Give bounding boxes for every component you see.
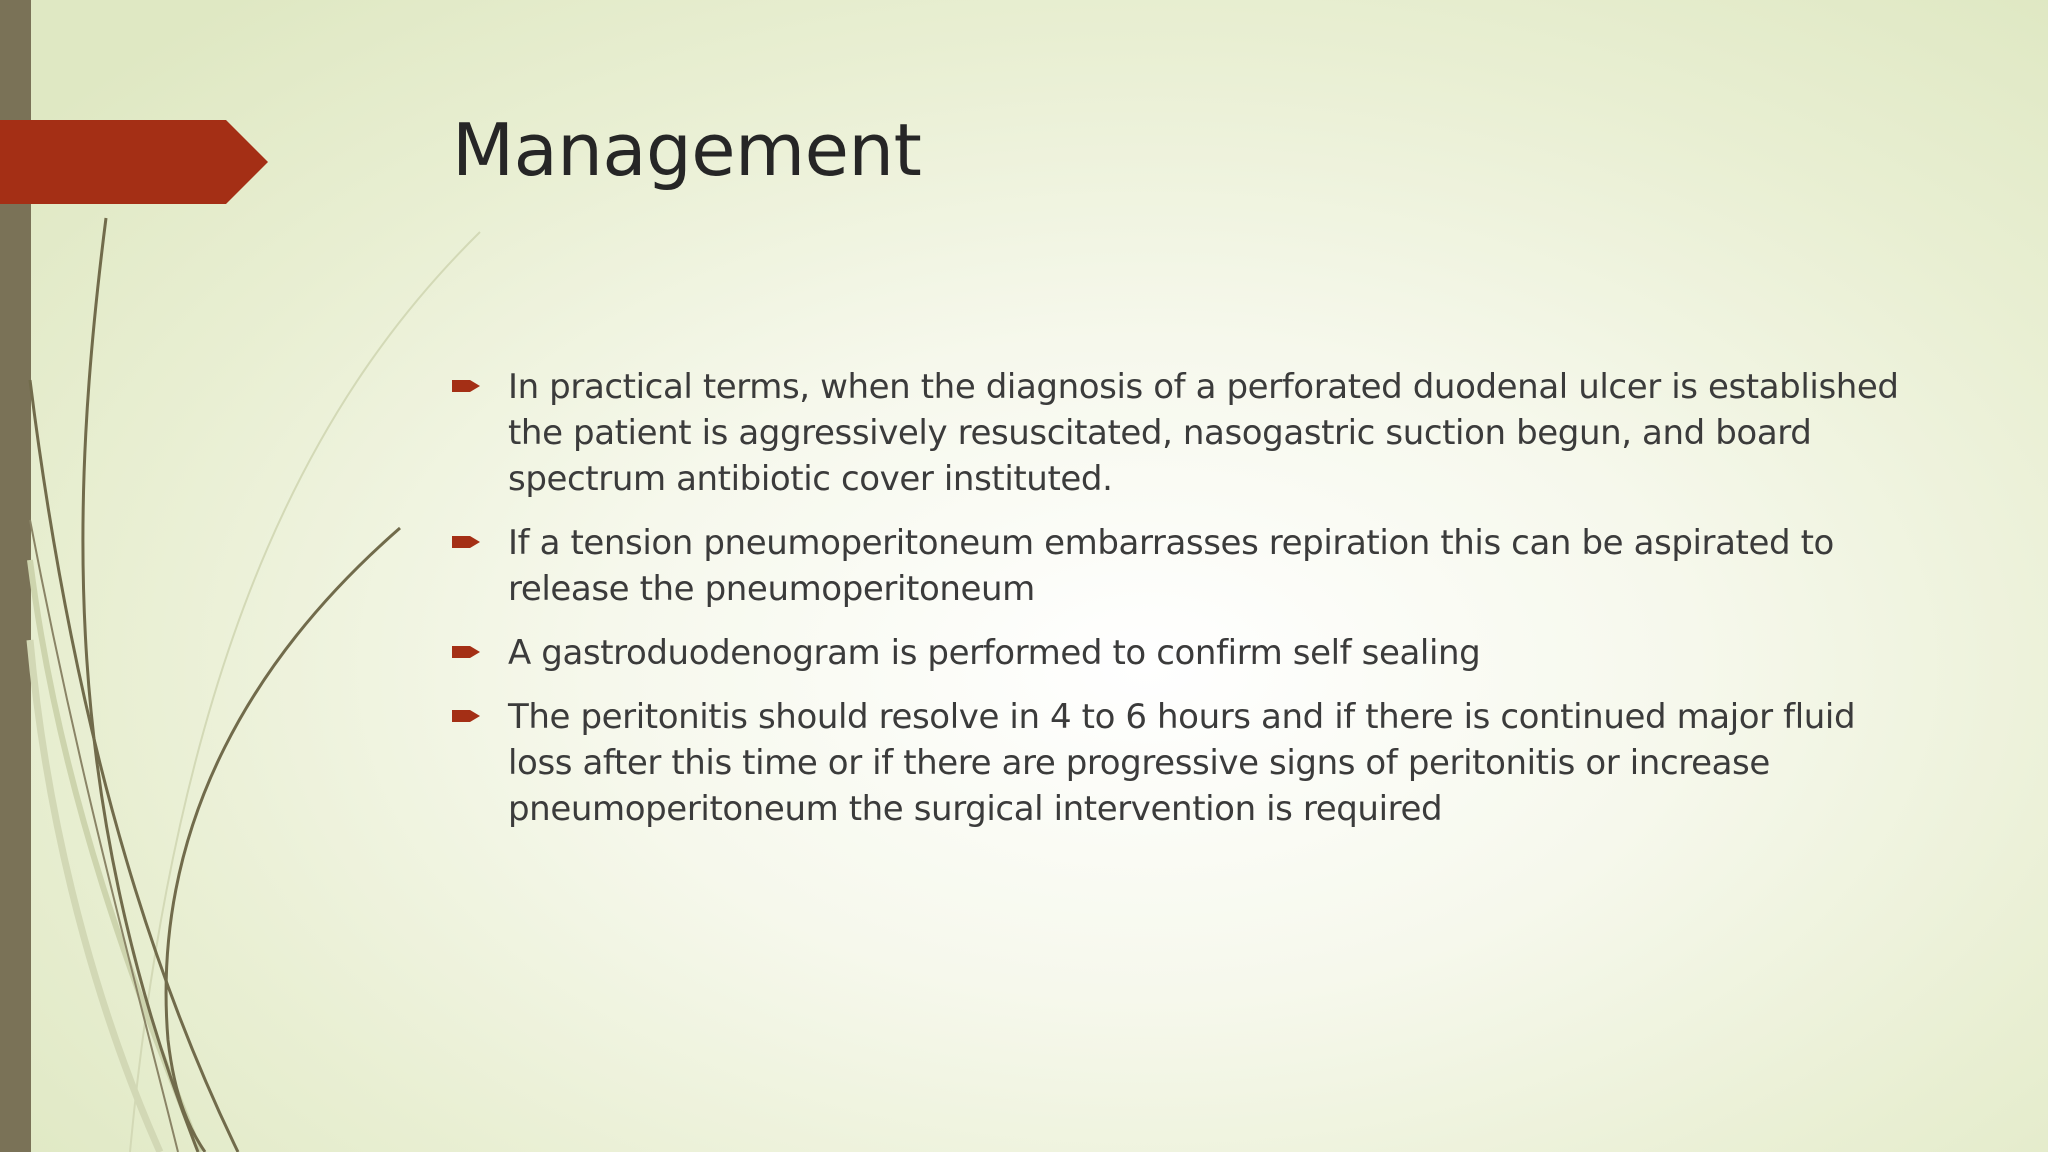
bullet-text: In practical terms, when the diagnosis of a perforated duodenal ulcer is established the patient is aggressively resuscitated, nasogastric suction begun, and board spectrum antibiotic cover instituted. bbox=[508, 367, 1899, 499]
bullet-item-2 bbox=[452, 520, 1922, 612]
bullet-item-1 bbox=[452, 364, 1922, 502]
bullet-text: If a tension pneumoperitoneum embarrasses repiration this can be aspirated to release the pneumoperitoneum bbox=[508, 523, 1834, 609]
arrow-bullet-icon bbox=[452, 377, 482, 395]
arrow-bullet-icon bbox=[452, 707, 482, 725]
light-stem-3 bbox=[30, 640, 160, 1152]
bullet-text: The peritonitis should resolve in 4 to 6 hours and if there is continued major fluid loss after this time or if there are progressive signs of peritonitis or increase pneumoperitoneum the surgical intervention is required bbox=[508, 697, 1856, 829]
dark-stem-3 bbox=[166, 528, 400, 1152]
title-flag-arrow bbox=[0, 120, 268, 204]
dark-stem-1 bbox=[83, 218, 198, 1152]
slide-title: Management bbox=[452, 108, 922, 192]
dark-stem-2 bbox=[30, 380, 238, 1152]
arrow-bullet-icon bbox=[452, 643, 482, 661]
bullet-list bbox=[452, 364, 1922, 850]
light-stem-1 bbox=[130, 232, 480, 1152]
bullet-item-4 bbox=[452, 694, 1922, 832]
dark-stem-4 bbox=[30, 520, 178, 1152]
arrow-bullet-icon bbox=[452, 533, 482, 551]
bullet-text: A gastroduodenogram is performed to confirm self sealing bbox=[508, 633, 1481, 673]
bullet-item-3 bbox=[452, 630, 1922, 676]
